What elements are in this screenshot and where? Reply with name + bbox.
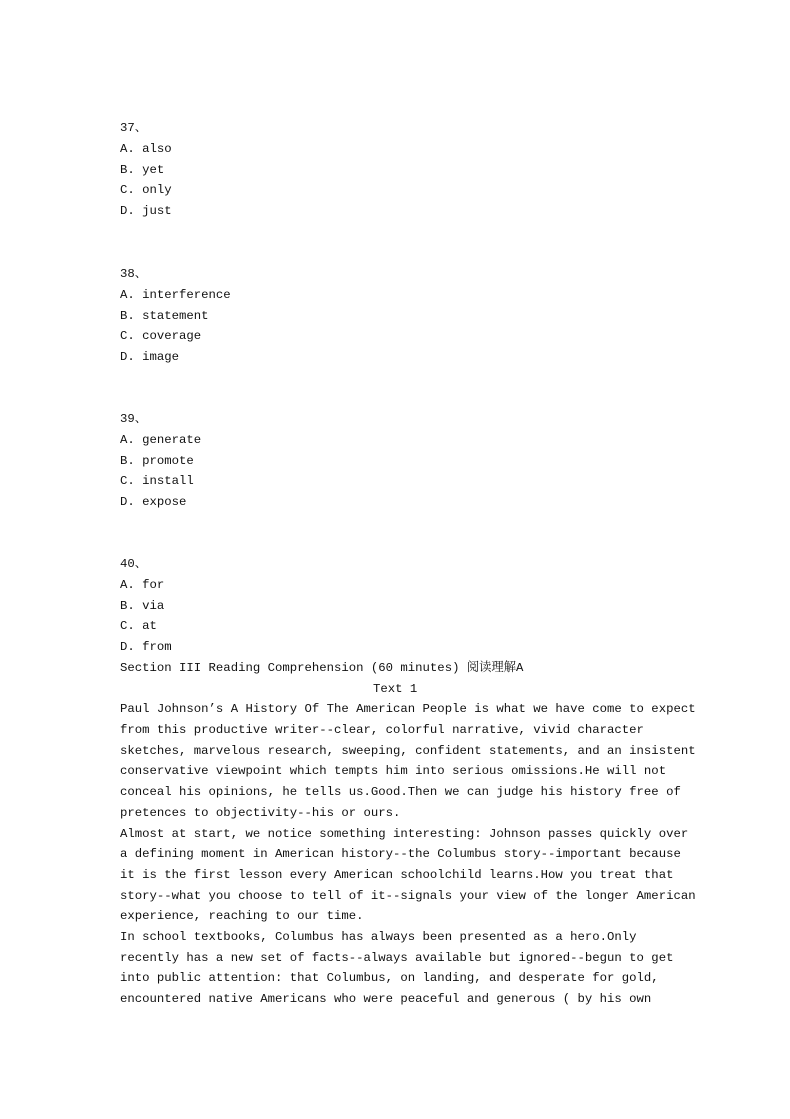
question-39	[120, 409, 201, 513]
option-a: A. for	[120, 577, 165, 592]
question-40	[120, 554, 172, 658]
question-38	[120, 264, 231, 368]
passage-line: encountered native Americans who were peaceful and generous ( by his own	[120, 992, 652, 1006]
option-d: D. just	[120, 204, 172, 219]
text-title: Text 1	[373, 681, 418, 696]
passage-line: story--what you choose to tell of it--signals your view of the longer American	[120, 888, 696, 903]
section-heading: Section III Reading Comprehension (60 minutes) 阅读理解A	[120, 661, 524, 675]
question-number: 39、	[120, 412, 148, 426]
passage-line: Almost at start, we notice something interesting: Johnson passes quickly over	[120, 826, 689, 841]
question-number: 40、	[120, 557, 148, 571]
option-b: B. via	[120, 598, 165, 613]
passage-line: conservative viewpoint which tempts him into serious omissions.He will not	[120, 764, 667, 779]
option-d: D. from	[120, 640, 172, 655]
passage-line: a defining moment in American history--the Columbus story--important because	[120, 847, 681, 862]
option-a: A. generate	[120, 432, 202, 447]
option-d: D. expose	[120, 495, 187, 510]
option-c: C. coverage	[120, 329, 202, 344]
passage-line: pretences to objectivity--his or ours.	[120, 805, 401, 820]
passage-line: recently has a new set of facts--always available but ignored--begun to get	[120, 950, 674, 965]
passage-line: experience, reaching to our time.	[120, 909, 364, 924]
question-number: 38、	[120, 267, 148, 281]
option-a: A. also	[120, 141, 172, 156]
passage-line: it is the first lesson every American schoolchild learns.How you treat that	[120, 867, 674, 882]
option-c: C. only	[120, 183, 172, 198]
reading-section	[120, 658, 696, 1010]
option-c: C. at	[120, 619, 157, 634]
question-number: 37、	[120, 121, 148, 135]
passage-line: Paul Johnson’s A History Of The American People is what we have come to expect	[120, 702, 696, 717]
option-c: C. install	[120, 474, 194, 489]
passage-line: sketches, marvelous research, sweeping, confident statements, and an insistent	[120, 743, 696, 758]
option-d: D. image	[120, 350, 180, 365]
question-37	[120, 118, 172, 222]
passage-line: In school textbooks, Columbus has always been presented as a hero.Only	[120, 929, 637, 944]
option-b: B. promote	[120, 453, 194, 468]
passage-line: from this productive writer--clear, colorful narrative, vivid character	[120, 723, 644, 738]
passage-line: into public attention: that Columbus, on landing, and desperate for gold,	[120, 971, 659, 986]
passage-line: conceal his opinions, he tells us.Good.Then we can judge his history free of	[120, 785, 681, 800]
option-a: A. interference	[120, 287, 231, 302]
option-b: B. yet	[120, 162, 165, 177]
option-b: B. statement	[120, 308, 209, 323]
